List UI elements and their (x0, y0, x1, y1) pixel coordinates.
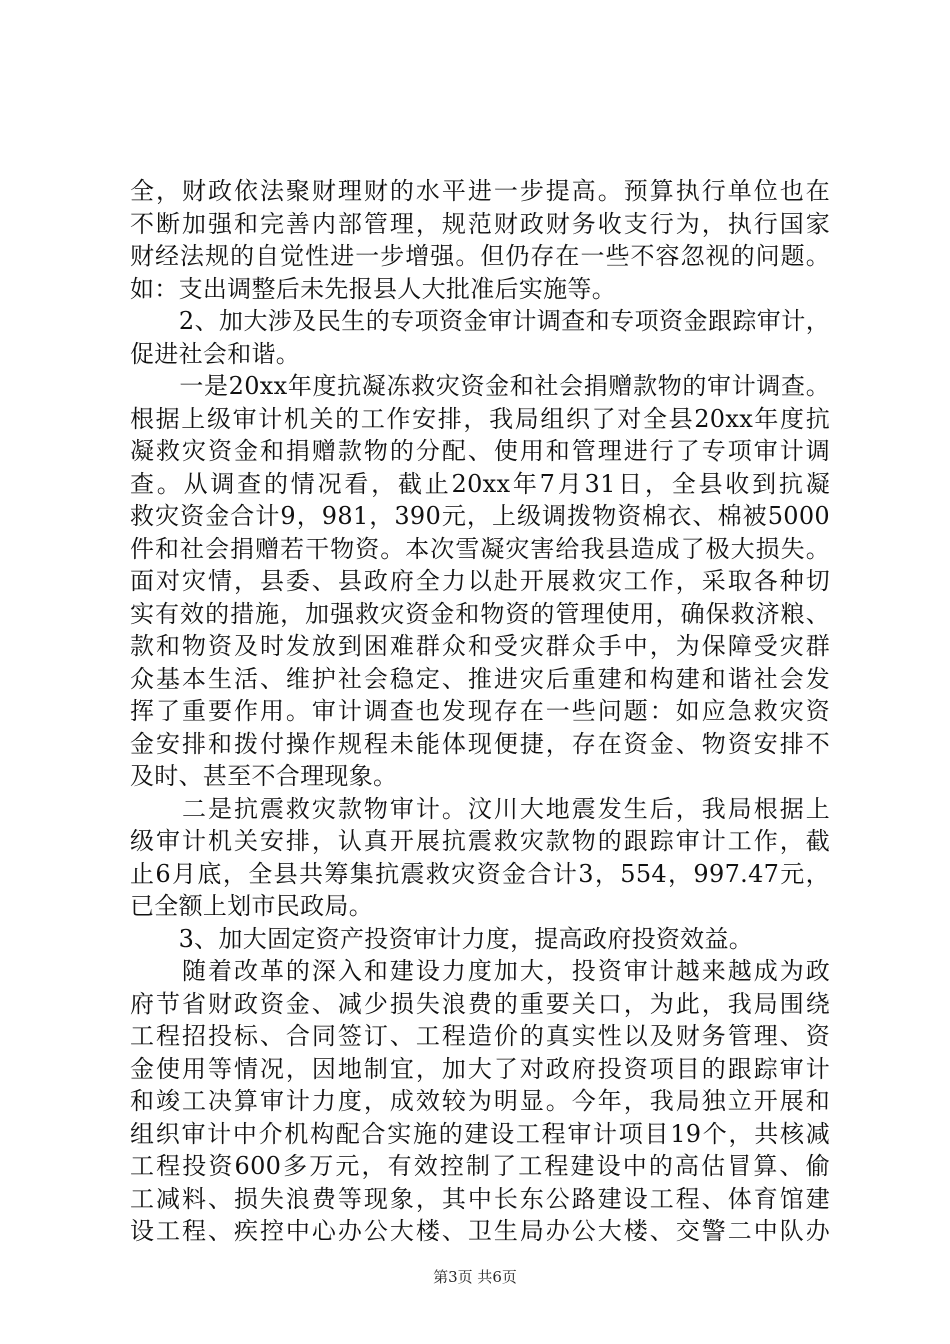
text-line: 不断加强和完善内部管理，规范财政财务收支行为，执行国家 (130, 209, 830, 238)
text-line: 工减料、损失浪费等现象，其中长东公路建设工程、体育馆建 (130, 1184, 830, 1213)
text-line: 二是抗震救灾款物审计。汶川大地震发生后，我局根据上 (130, 794, 830, 823)
text-line: 3、加大固定资产投资审计力度，提高政府投资效益。 (130, 924, 754, 953)
text-line: 已全额上划市民政局。 (130, 892, 373, 920)
page-footer: 第3页 共6页 (433, 1268, 517, 1286)
text-line: 工程投资600多万元，有效控制了工程建设中的高估冒算、偷 (130, 1152, 830, 1180)
text-line: 救灾资金合计9，981，390元，上级调拨物资棉衣、棉被5000 (130, 502, 830, 530)
text-line: 面对灾情，县委、县政府全力以赴开展救灾工作，采取各种切 (130, 567, 830, 595)
text-line: 工程招投标、合同签订、工程造价的真实性以及财务管理、资 (130, 1022, 830, 1050)
text-line: 款和物资及时发放到困难群众和受灾群众手中，为保障受灾群 (130, 632, 830, 660)
text-line: 件和社会捐赠若干物资。本次雪凝灾害给我县造成了极大损失。 (130, 534, 830, 563)
text-line: 挥了重要作用。审计调查也发现存在一些问题：如应急救灾资 (130, 697, 830, 725)
text-line: 府节省财政资金、减少损失浪费的重要关口，为此，我局围绕 (130, 989, 830, 1018)
text-line: 一是20xx年度抗凝冻救灾资金和社会捐赠款物的审计调查。 (130, 372, 830, 400)
text-line: 全，财政依法聚财理财的水平进一步提高。预算执行单位也在 (130, 177, 830, 205)
text-line: 根据上级审计机关的工作安排，我局组织了对全县20xx年度抗 (130, 404, 830, 433)
text-line: 随着改革的深入和建设力度加大，投资审计越来越成为政 (130, 957, 830, 985)
text-line: 及时、甚至不合理现象。 (130, 762, 398, 790)
text-line: 促进社会和谐。 (130, 339, 301, 368)
text-line: 和竣工决算审计力度，成效较为明显。今年，我局独立开展和 (130, 1087, 830, 1115)
text-line: 实有效的措施，加强救灾资金和物资的管理使用，确保救济粮、 (130, 599, 830, 628)
body-text (130, 175, 830, 1248)
text-line: 金使用等情况，因地制宜，加大了对政府投资项目的跟踪审计 (130, 1054, 830, 1083)
text-line: 众基本生活、维护社会稳定、推进灾后重建和构建和谐社会发 (130, 664, 830, 693)
text-line: 2、加大涉及民生的专项资金审计调查和专项资金跟踪审计， (130, 307, 830, 335)
text-line: 凝救灾资金和捐赠款物的分配、使用和管理进行了专项审计调 (130, 437, 830, 465)
text-line: 级审计机关安排，认真开展抗震救灾款物的跟踪审计工作，截 (130, 827, 830, 855)
text-line: 组织审计中介机构配合实施的建设工程审计项目19个，共核减 (130, 1119, 830, 1148)
text-line: 设工程、疾控中心办公大楼、卫生局办公大楼、交警二中队办 (130, 1217, 830, 1245)
text-line: 如：支出调整后未先报县人大批准后实施等。 (130, 274, 616, 303)
text-line: 查。从调查的情况看，截止20xx年7月31日，全县收到抗凝 (130, 469, 830, 498)
text-line: 金安排和拨付操作规程未能体现便捷，存在资金、物资安排不 (130, 729, 830, 758)
text-line: 止6月底，全县共筹集抗震救灾资金合计3，554，997.47元， (130, 859, 830, 888)
text-line: 财经法规的自觉性进一步增强。但仍存在一些不容忽视的问题。 (130, 242, 830, 270)
